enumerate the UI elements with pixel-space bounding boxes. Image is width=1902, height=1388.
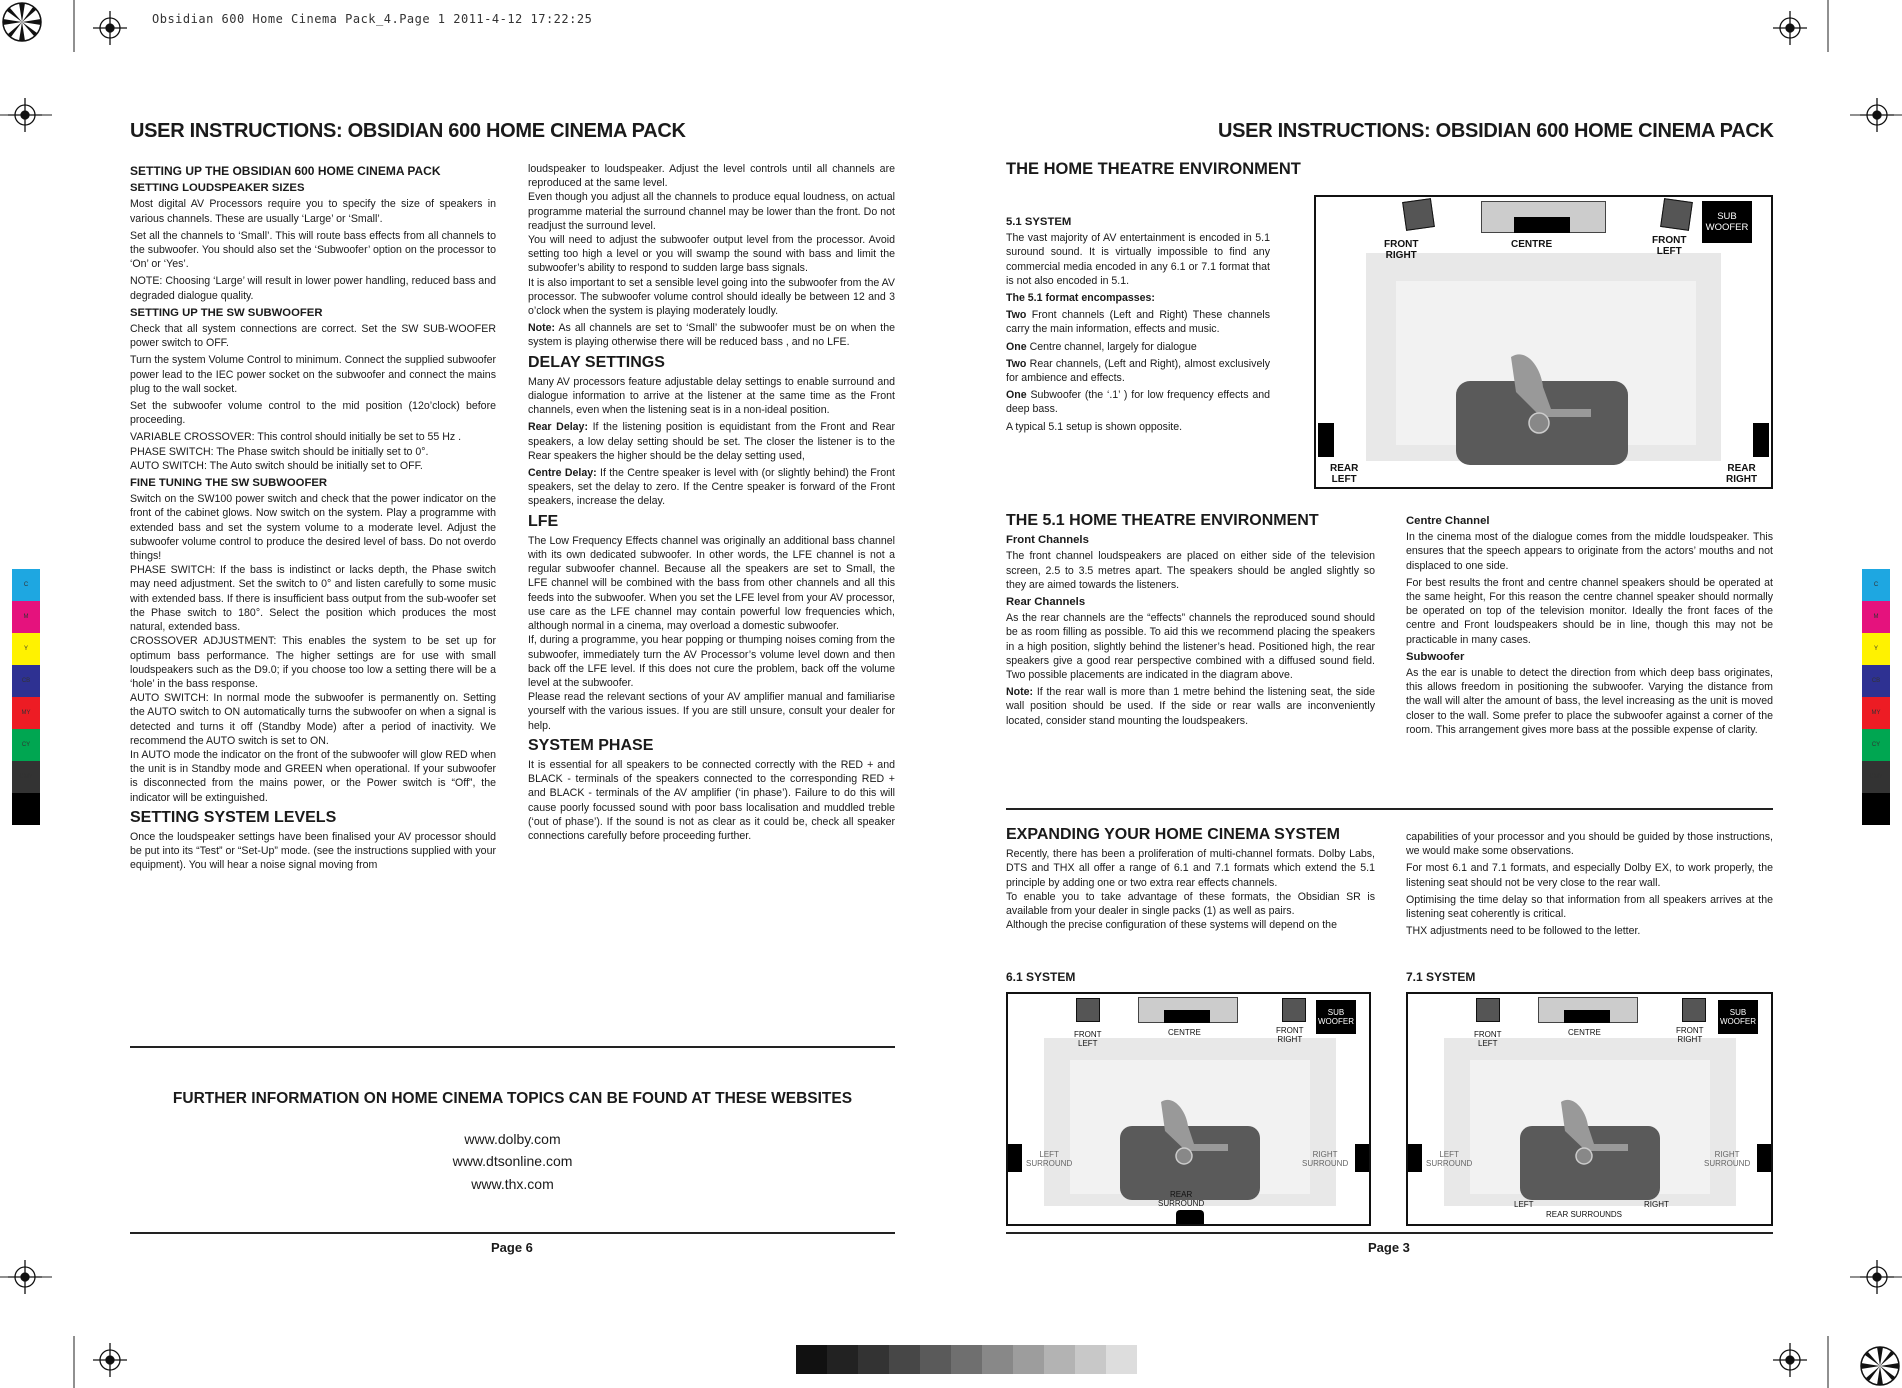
link-dts[interactable]: www.dtsonline.com [452, 1153, 573, 1169]
label-centre: CENTRE [1168, 1028, 1201, 1037]
heading-front-channels: Front Channels [1006, 534, 1089, 547]
color-bar-left [12, 569, 40, 825]
label-rear-surrounds: REAR SURROUNDS [1546, 1210, 1623, 1219]
expand-column-1 [1006, 828, 1375, 935]
heading-system-levels: SETTING SYSTEM LEVELS [130, 808, 337, 826]
paragraph: Switch on the SW100 power switch and check that the power indicator on the front of the cabinet glows. Now switch on the system. Play a programme with extended bass and set the system volume to a moderate level. Adjust the subwoofer volume control to produce the desired level of bass. Do not overdo things! [130, 493, 496, 563]
label-rear-surround: REAR SURROUND [1158, 1190, 1205, 1208]
two-label: Two [1006, 357, 1027, 370]
rear-delay-paragraph [528, 420, 895, 463]
front-left-speaker [1476, 998, 1500, 1022]
gray-swatch [1106, 1345, 1137, 1374]
paragraph: AUTO SWITCH: The Auto switch should be initially set to OFF. [130, 459, 423, 472]
color-swatch: CMY [12, 761, 40, 793]
subwoofer-box: SUB WOOFER [1316, 1000, 1356, 1034]
paragraph: It is essential for all speakers to be connected correctly with the RED + and BLACK - terminals of the speakers connected to the corresponding RED + and BLACK - terminals of the AV amplifier (‘in phase’). Failure to do this will cause poorly focussed sound with poor bass localisation and muddled treble (‘out of phase’). If the sound is not as clear as it could be, check all speaker connections carefully before proceeding further. [528, 758, 895, 842]
color-swatch: Y [1862, 633, 1890, 665]
paragraph: Check that all system connections are correct. Set the SW SUB-WOOFER power switch to OFF. [130, 323, 496, 350]
one-sub-line [1006, 388, 1270, 416]
label-rear-left: REAR LEFT [1330, 463, 1359, 485]
paragraph: It is also important to set a sensible level going into the subwoofer from the AV processor. The subwoofer volume control should ideally be between 12 and 3 o’clock when the system is playing moderately loudly. [528, 276, 895, 318]
one-sub-text: Subwoofer (the ‘.1’ ) for low frequency effects and deep bass. [1006, 389, 1270, 416]
paragraph: VARIABLE CROSSOVER: This control should initially be set to 55 Hz . [130, 431, 462, 444]
label-front-left: FRONT LEFT [1474, 1030, 1502, 1048]
left-surround-speaker [1408, 1144, 1422, 1172]
label-centre: CENTRE [1568, 1028, 1601, 1037]
color-swatch: CY [1862, 729, 1890, 761]
paragraph: For most 6.1 and 7.1 formats, and especially Dolby EX, to work properly, the listening seat should not be very close to the rear wall. [1406, 862, 1773, 889]
centre-speaker [1164, 1010, 1210, 1023]
diagram-71 [1406, 992, 1773, 1226]
front-right-speaker [1682, 998, 1706, 1022]
centre-delay-label: Centre Delay: [528, 467, 597, 480]
listener-icon [1481, 347, 1601, 447]
rear-note-paragraph [1006, 685, 1375, 728]
subwoofer-box: SUB WOOFER [1718, 1000, 1758, 1034]
listener-figure [1481, 347, 1601, 447]
two-front-text: Front channels (Left and Right) These channels carry the main information, effects and music. [1006, 309, 1270, 336]
paragraph: Turn the system Volume Control to minimum. Connect the supplied subwoofer power lead to the IEC power socket on the subwoofer and connect the mains plug to the wall socket. [130, 354, 496, 395]
color-swatch: CMY [1862, 761, 1890, 793]
one-centre-line [1006, 340, 1270, 354]
paragraph: Although the precise configuration of these systems will depend on the [1006, 919, 1337, 932]
diagram-51 [1314, 195, 1773, 489]
right-surround-speaker [1355, 1144, 1369, 1172]
paragraph: If, during a programme, you hear popping or thumping noises coming from the subwoofer, immediately turn the AV Processor’s volume level down and then back off the LFE level. If this does not cure the problem, back off the volume level at the subwoofer. [528, 634, 895, 689]
expand-title: EXPANDING YOUR HOME CINEMA SYSTEM [1006, 826, 1340, 843]
centre-speaker [1564, 1010, 1610, 1023]
paragraph: Please read the relevant sections of your AV amplifier manual and familiarise yourself with the various issues. If you are still unsure, consult your dealer for help. [528, 691, 895, 732]
label-front-right: FRONT RIGHT [1276, 1026, 1304, 1044]
left-surround-speaker [1008, 1144, 1022, 1172]
one-label: One [1006, 340, 1027, 353]
front-left-speaker [1076, 998, 1100, 1022]
gray-swatch [951, 1345, 982, 1374]
two-front-line [1006, 308, 1270, 336]
home-theatre-title: THE HOME THEATRE ENVIRONMENT [1006, 160, 1301, 178]
one-label: One [1006, 389, 1027, 402]
right-surround-speaker [1757, 1144, 1771, 1172]
paragraph: In AUTO mode the indicator on the front of the subwoofer will glow RED when the unit is in Standby mode and GREEN when operational. If your subwoofer is disconnected from the mains power, or the Power switch is “Off”, the indicator will be extinguished. [130, 748, 496, 804]
centre-speaker [1514, 217, 1570, 233]
label-front-left: FRONT LEFT [1652, 235, 1687, 257]
typical-setup-text: A typical 5.1 setup is shown opposite. [1006, 420, 1183, 433]
two-rear-text: Rear channels, (Left and Right), almost exclusively for ambience and effects. [1006, 357, 1271, 385]
color-swatch: MY [1862, 697, 1890, 729]
paragraph: PHASE SWITCH: The Phase switch should be initially set to 0°. [130, 445, 429, 458]
listener-figure [1136, 1094, 1236, 1184]
color-swatch: CB [12, 665, 40, 697]
left-column-2 [528, 162, 895, 846]
paragraph: THX adjustments need to be followed to the letter. [1406, 925, 1641, 938]
color-swatch: M [1862, 601, 1890, 633]
paragraph: The front channel loudspeakers are placed on either side of the television screen, 2.5 to 3.5 metres apart. The speakers should be angled slightly so they are aimed towards the listeners. [1006, 550, 1375, 591]
env51-title: THE 5.1 HOME THEATRE ENVIRONMENT [1006, 512, 1319, 529]
paragraph: You will need to adjust the subwoofer output level from the processor. Avoid setting too high a level or you will swamp the sound with bass and limit the subwoofer’s ability to respond to sudden large bass signals. [528, 234, 895, 275]
websites-heading: FURTHER INFORMATION ON HOME CINEMA TOPICS CAN BE FOUND AT THESE WEBSITES [172, 1090, 853, 1107]
paragraph: PHASE SWITCH: If the bass is indistinct or lacks depth, the Phase switch may need adjustment. Set the switch to 0° and listen carefully to some music with extended bass. If there is insufficient bass output from the sub-woofer set the Phase switch to 180°. Select the position which produces the most natural, extended bass. [130, 564, 496, 634]
rear-surround-speaker [1176, 1210, 1204, 1224]
right-page-header: USER INSTRUCTIONS: OBSIDIAN 600 HOME CINEMA PACK [1218, 120, 1774, 142]
page-number-left: Page 6 [491, 1240, 533, 1255]
paragraph: As the rear channels are the “effects” channels the reproduced sound should be as room filling as possible. To aid this we recommend placing the speakers in a high position, slightly behind the listener’s head. Positioned high, the rear speakers give a good rear perspective combined with a diffused sound field. Two possible placements are indicated in the diagram above. [1006, 612, 1375, 682]
paragraph: CROSSOVER ADJUSTMENT: This enables the system to be set up for optimum bass performance. The higher settings are for use with small loudspeakers such as the D9.0; if you choose too low a setting there will be a ‘hole’ in the bass response. [130, 635, 496, 690]
heading-sw-setup: SETTING UP THE SW SUBWOOFER [130, 306, 323, 319]
color-swatch [12, 793, 40, 825]
paragraph: The Low Frequency Effects channel was originally an additional bass channel with its own dedicated subwoofer. In other words, the LFE channel is not a regular subwoofer channel. Because all the speakers are set to Small, the LFE channel will be combined with the bass from other channels and all this feeds into the subwoofer. When you set the LFE level from your AV processor, use care as the LFE channel may contain powerful low frequencies which, although normal in a cinema, may overload a domestic subwoofer. [528, 534, 895, 633]
rear-delay-label: Rear Delay: [528, 421, 588, 434]
paragraph: For best results the front and centre channel speakers should be operated at the same height, For this reason the centre channel speaker should normally be operated on top of the television monitor. Ideally the front faces of the centre and Front loudspeakers should be in line, though this may not be practicable in many cases. [1406, 576, 1773, 646]
paragraph: The vast majority of AV entertainment is encoded in 5.1 suround sound. It is virtually impossible to find any commercial media encoded in any 6.1 or 7.1 format that is not also encoded in 5.1. [1006, 232, 1270, 287]
diagram-61 [1006, 992, 1371, 1226]
note-text: As all channels are set to ‘Small’ the subwoofer must be on when the system is playing otherwise there will be reduced bass , and no LFE. [528, 322, 895, 349]
heading-centre-channel: Centre Channel [1406, 515, 1490, 527]
label-right-surround: RIGHT SURROUND [1704, 1150, 1751, 1168]
paragraph: Even though you adjust all the channels to produce equal loudness, on actual programme material the surround channel may be lower than the front. Do not readjust the surround level. [528, 191, 895, 232]
paragraph: Optimising the time delay so that information from all speakers arrives at the listening seat coherently is critical. [1406, 893, 1773, 921]
paragraph: To enable you to take advantage of these formats, the Obsidian SR is available from your dealer in single packs (1) as well as pairs. [1006, 890, 1375, 918]
divider [130, 1232, 895, 1234]
rear-left-speaker [1318, 423, 1334, 457]
heading-delay: DELAY SETTINGS [528, 353, 665, 371]
print-header: Obsidian 600 Home Cinema Pack_4.Page 1 2011-4-12 17:22:25 [152, 12, 593, 26]
paragraph: Once the loudspeaker settings have been finalised your AV processor should be put into its “Test” or “Set-Up” mode. (see the instructions supplied with your equipment). You will hear a noise signal moving from [130, 830, 496, 872]
paragraph: loudspeaker to loudspeaker. Adjust the level controls until all channels are reproduced at the same level. [528, 163, 895, 190]
gray-swatch [827, 1345, 858, 1374]
system-61-heading: 6.1 SYSTEM [1006, 970, 1076, 984]
left-page-header: USER INSTRUCTIONS: OBSIDIAN 600 HOME CINEMA PACK [130, 120, 686, 142]
label-centre: CENTRE [1511, 239, 1553, 250]
gray-ramp [796, 1345, 1137, 1374]
encompasses-label: The 5.1 format encompasses: [1006, 292, 1155, 305]
paragraph: Recently, there has been a proliferation of multi-channel formats. Dolby Labs, DTS and THX all offer a range of 6.1 and 7.1 formats which extend the 5.1 principle by adding one or two extra rear effects channels. [1006, 848, 1375, 889]
color-bar-right [1862, 569, 1890, 825]
note-label: Note: [528, 322, 556, 335]
system-71-heading: 7.1 SYSTEM [1406, 970, 1476, 984]
color-swatch: MY [12, 697, 40, 729]
link-thx[interactable]: www.thx.com [471, 1176, 554, 1192]
note-paragraph [528, 321, 895, 349]
divider [130, 1046, 895, 1048]
left-column-1 [130, 162, 496, 876]
front-right-speaker [1402, 198, 1435, 231]
gray-swatch [1044, 1345, 1075, 1374]
gray-swatch [982, 1345, 1013, 1374]
rear-note-text: If the rear wall is more than 1 metre behind the listening seat, the side wall position should be used. If the side or rear walls are inconveniently located, consider stand mounting the loudspeakers. [1006, 686, 1375, 727]
heading-subwoofer: Subwoofer [1406, 650, 1465, 663]
label-front-right: FRONT RIGHT [1384, 239, 1419, 261]
label-rear-right: REAR RIGHT [1726, 463, 1758, 485]
color-swatch: C [12, 569, 40, 601]
system-51-text [1006, 212, 1270, 437]
label-rear-left: LEFT [1514, 1200, 1534, 1209]
two-rear-line [1006, 357, 1270, 385]
listener-icon [1136, 1094, 1236, 1184]
color-swatch: Y [12, 633, 40, 665]
rear-right-speaker [1753, 423, 1769, 457]
gray-swatch [858, 1345, 889, 1374]
front-right-speaker [1282, 998, 1306, 1022]
note-label: Note: [1006, 686, 1034, 699]
page-number-right: Page 3 [1368, 1240, 1410, 1255]
heading-system-phase: SYSTEM PHASE [528, 736, 654, 754]
paragraph: As the ear is unable to detect the direction from which deep bass originates, this allows freedom in positioning the subwoofer. Varying the distance from the wall will alter the amount of bass, the level increasing as the unit is moved closer to the wall. Some prefer to place the subwoofer against a corner of the room. This arrangement gives more bass at the possible expense of clarity. [1406, 667, 1773, 736]
subwoofer-box: SUB WOOFER [1702, 201, 1752, 243]
paragraph: Most digital AV Processors require you to specify the size of speakers in various channels. These are usually ‘Large’ or ‘Small’. [130, 198, 496, 225]
rear-delay-text: If the listening position is equidistant from the Front and Rear speakers, a low delay setting should be set. The closer the listener is to the Rear speakers the higher should be the delay setting used, [528, 421, 895, 462]
label-rear-right: RIGHT [1644, 1200, 1669, 1209]
paragraph: Set the subwoofer volume control to the mid position (12o’clock) before proceeding. [130, 400, 496, 427]
system-51-heading: 5.1 SYSTEM [1006, 216, 1072, 228]
paragraph: capabilities of your processor and you should be guided by those instructions, we would make some observations. [1406, 831, 1773, 858]
centre-delay-text: If the Centre speaker is level with (or slightly behind) the Front speakers, set the delay to zero. If the Centre speaker is forward of the Front speakers, increase the delay. [528, 467, 895, 508]
divider [1006, 808, 1773, 810]
front-left-speaker [1660, 198, 1693, 231]
paragraph: Set all the channels to ‘Small’. This will route bass effects from all channels to the subwoofer. You should also set the ‘Subwoofer’ option on the processor to ‘On’ or ‘Yes’. [130, 229, 496, 271]
gray-swatch [920, 1345, 951, 1374]
two-label: Two [1006, 309, 1027, 322]
divider [1006, 1232, 1773, 1234]
heading-rear-channels: Rear Channels [1006, 596, 1086, 609]
listener-icon [1536, 1094, 1636, 1184]
expand-column-2 [1406, 830, 1773, 941]
heading-speaker-sizes: SETTING LOUDSPEAKER SIZES [130, 182, 305, 195]
setup-title: SETTING UP THE OBSIDIAN 600 HOME CINEMA PACK [130, 164, 441, 178]
color-swatch [1862, 793, 1890, 825]
color-swatch: CY [12, 729, 40, 761]
label-left-surround: LEFT SURROUND [1026, 1150, 1073, 1168]
one-centre-text: Centre channel, largely for dialogue [1029, 340, 1197, 353]
env51-column-1 [1006, 514, 1375, 731]
gray-swatch [1075, 1345, 1106, 1374]
paragraph: In the cinema most of the dialogue comes from the middle loudspeaker. This ensures that the speech appears to originate from the actors’ mouths and not displaced to one side. [1406, 531, 1773, 572]
listener-figure [1536, 1094, 1636, 1184]
link-dolby[interactable]: www.dolby.com [464, 1131, 561, 1147]
color-swatch: CB [1862, 665, 1890, 697]
color-swatch: M [12, 601, 40, 633]
heading-lfe: LFE [528, 512, 559, 530]
centre-delay-paragraph [528, 466, 895, 509]
gray-swatch [796, 1345, 827, 1374]
heading-fine-tuning: FINE TUNING THE SW SUBWOOFER [130, 477, 328, 490]
label-front-right: FRONT RIGHT [1676, 1026, 1704, 1044]
paragraph: AUTO SWITCH: In normal mode the subwoofer is permanently on. Setting the AUTO switch to ON automatically turns the subwoofer on when a signal is detected and turns it off (Standby Mode) after a period of inactivity. We recommend the AUTO switch is set to ON. [130, 692, 496, 747]
label-left-surround: LEFT SURROUND [1426, 1150, 1473, 1168]
paragraph: Many AV processors feature adjustable delay settings to enable surround and dialogue information to arrive at the listener at the same time as the Front channels, even when the listening seat is in a non-ideal position. [528, 375, 895, 417]
paragraph: NOTE: Choosing ‘Large’ will result in lower power handling, reduced bass and degraded dialogue quality. [130, 275, 496, 302]
label-right-surround: RIGHT SURROUND [1302, 1150, 1349, 1168]
gray-swatch [1013, 1345, 1044, 1374]
env51-column-2 [1406, 514, 1773, 740]
color-swatch: C [1862, 569, 1890, 601]
gray-swatch [889, 1345, 920, 1374]
label-front-left: FRONT LEFT [1074, 1030, 1102, 1048]
